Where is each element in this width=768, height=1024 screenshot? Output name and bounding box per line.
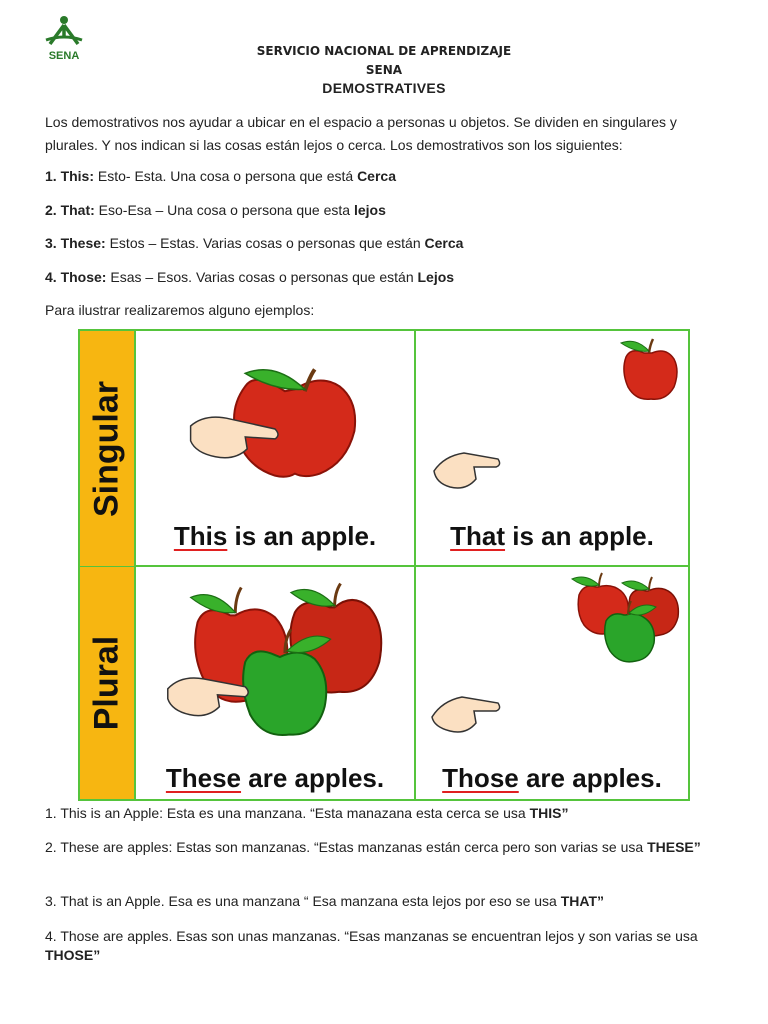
apples-near-icon (136, 567, 414, 757)
list-item: 2. That: Eso-Esa – Una cosa o persona que esta lejos (45, 202, 386, 218)
row-label-plural: Plural (80, 567, 136, 799)
list-item: 4. Those: Esas – Esos. Varias cosas o personas que están Lejos (45, 269, 455, 285)
cell-that (416, 331, 688, 567)
example-item: 1. This is an Apple: Esta es una manzana. “Esta manazana esta cerca se usa THIS” (45, 805, 569, 821)
row-label-singular: Singular (80, 331, 136, 567)
cell-these (136, 567, 416, 799)
caption-that: That is an apple. (450, 521, 654, 551)
org-short: SENA (365, 63, 403, 77)
caption-these: These are apples. (165, 763, 385, 793)
cell-this (136, 331, 416, 567)
list-item: 1. This: Esto- Esta. Una cosa o persona que está Cerca (45, 168, 396, 184)
apples-far-icon (416, 567, 688, 757)
page-title: DEMOSTRATIVES (322, 80, 446, 96)
cell-those (416, 567, 688, 799)
demonstratives-figure (78, 329, 690, 801)
caption-those: Those are apples. (442, 763, 662, 793)
caption-this: This is an apple. (173, 521, 377, 551)
apple-near-icon (136, 331, 414, 521)
lead-text: Para ilustrar realizaremos alguno ejemplos: (45, 302, 315, 318)
example-item: 4. Those are apples. Esas son unas manzanas. “Esas manzanas se encuentran lejos y son varias se usa THOSE” (45, 928, 698, 963)
intro-paragraph: Los demostrativos nos ayudar a ubicar en el espacio a personas u objetos. Se dividen en singulares y plurales. Y nos indican si las cosas están lejos o cerca. Los demostrativos son los siguientes: (45, 114, 677, 153)
org-name: SERVICIO NACIONAL DE APRENDIZAJE (256, 44, 512, 58)
apple-far-icon (416, 331, 688, 521)
example-item: 2. These are apples: Estas son manzanas. “Estas manzanas están cerca pero son varias se usa THESE” (45, 839, 701, 855)
example-item: 3. That is an Apple. Esa es una manzana “ Esa manzana esta lejos por eso se usa THAT” (45, 893, 605, 909)
svg-text:SENA: SENA (48, 50, 80, 62)
list-item: 3. These: Estos – Estas. Varias cosas o personas que están Cerca (45, 235, 464, 251)
